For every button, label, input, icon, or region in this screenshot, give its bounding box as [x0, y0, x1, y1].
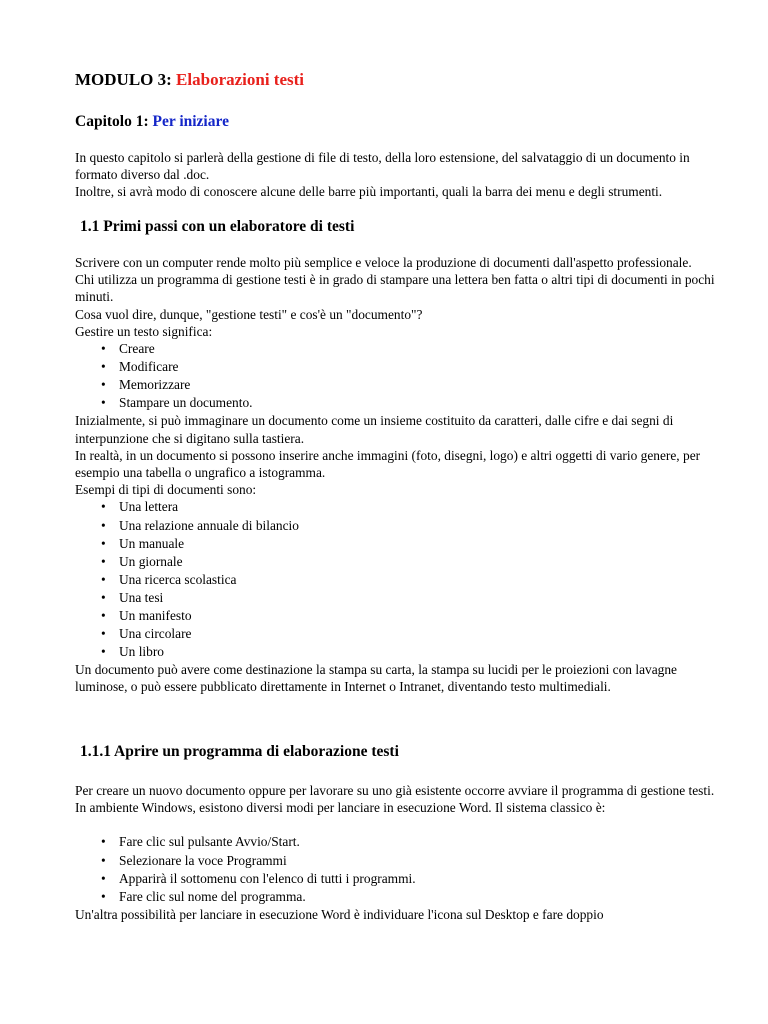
s11-paragraph-8: Un documento può avere come destinazione la stampa su carta, la stampa su lucidi per le proiezioni con lavagne luminose, o può essere pubblicato direttamente in Internet o Intranet, diventando testo multimediali.	[75, 662, 677, 695]
bullet-icon: •	[101, 341, 106, 357]
list-item: • Apparirà il sottomenu con l'elenco di tutti i programmi.	[119, 870, 715, 888]
list-item: • Un giornale	[119, 553, 715, 571]
section-1-1-1-heading: 1.1.1 Aprire un programma di elaborazione testi	[80, 743, 399, 760]
chapter-prefix: Capitolo 1:	[75, 113, 149, 130]
intro-block	[75, 149, 715, 201]
list-item: • Stampare un documento.	[119, 394, 715, 412]
bullet-icon: •	[101, 626, 106, 642]
s11-paragraph-4: Gestire un testo significa:	[75, 323, 213, 339]
s11-paragraph-2: Chi utilizza un programma di gestione testi è in grado di stampare una lettera ben fatta o altri tipi di documenti in pochi minuti.	[75, 272, 715, 305]
bullet-icon: •	[101, 607, 106, 623]
intro-paragraph-2: Inoltre, si avrà modo di conoscere alcune delle barre più importanti, quali la barra dei menu e degli strumenti.	[75, 184, 663, 200]
bullet-icon: •	[101, 834, 106, 850]
chapter-heading	[75, 113, 229, 131]
bullet-icon: •	[101, 499, 106, 515]
bullet-icon: •	[101, 517, 106, 533]
list-item: • Modificare	[119, 358, 715, 376]
s111-paragraph-2: Un'altra possibilità per lanciare in esecuzione Word è individuare l'icona sul Desktop e fare doppio	[75, 906, 604, 922]
bullet-icon: •	[101, 571, 106, 587]
s11-paragraph-6: In realtà, in un documento si possono inserire anche immagini (foto, disegni, logo) e altri oggetti di vario genere, per esempio una tabella o ungrafico a istogramma.	[75, 447, 701, 480]
list-item: • Fare clic sul nome del programma.	[119, 888, 715, 906]
list-item: • Un manuale	[119, 535, 715, 553]
s11-list-2	[75, 498, 715, 661]
s11-paragraph-7: Esempi di tipi di documenti sono:	[75, 482, 257, 498]
list-item: • Una ricerca scolastica	[119, 571, 715, 589]
s11-paragraph-1: Scrivere con un computer rende molto più semplice e veloce la produzione di documenti dall'aspetto professionale.	[75, 255, 692, 270]
paragraph-gap	[75, 816, 715, 833]
section-1-1-1-body	[75, 782, 715, 923]
bullet-icon: •	[101, 395, 106, 411]
module-title: Elaborazioni testi	[176, 70, 305, 89]
list-item: • Un libro	[119, 643, 715, 661]
s111-list	[75, 833, 715, 905]
bullet-icon: •	[101, 852, 106, 868]
list-item: • Memorizzare	[119, 376, 715, 394]
list-item: • Un manifesto	[119, 607, 715, 625]
list-item: • Una relazione annuale di bilancio	[119, 517, 715, 535]
section-1-1-heading: 1.1 Primi passi con un elaboratore di testi	[80, 218, 355, 235]
s11-paragraph-5: Inizialmente, si può immaginare un documento come un insieme costituito da caratteri, dalle cifre e dai segni di interpunzione che si digitano sulla tastiera.	[75, 413, 674, 446]
list-item: • Una tesi	[119, 589, 715, 607]
list-item: • Fare clic sul pulsante Avvio/Start.	[119, 833, 715, 851]
section-1-1-body	[75, 254, 715, 696]
module-prefix: MODULO 3:	[75, 70, 172, 89]
list-item: • Una circolare	[119, 625, 715, 643]
list-item: • Creare	[119, 340, 715, 358]
s11-list-1	[75, 340, 715, 412]
module-heading	[75, 70, 304, 90]
bullet-icon: •	[101, 535, 106, 551]
s111-paragraph-1: Per creare un nuovo documento oppure per lavorare su uno già esistente occorre avviare il programma di gestione testi. In ambiente Windows, esistono diversi modi per lanciare in esecuzione Word. Il sistema classico è:	[75, 783, 715, 816]
bullet-icon: •	[101, 870, 106, 886]
list-item: • Selezionare la voce Programmi	[119, 852, 715, 870]
bullet-icon: •	[101, 553, 106, 569]
bullet-icon: •	[101, 359, 106, 375]
bullet-icon: •	[101, 589, 106, 605]
intro-paragraph-1: In questo capitolo si parlerà della gestione di file di testo, della loro estensione, del salvataggio di un documento in formato diverso dal .doc.	[75, 150, 690, 183]
bullet-icon: •	[101, 377, 106, 393]
s11-paragraph-3: Cosa vuol dire, dunque, "gestione testi" e cos'è un "documento"?	[75, 306, 423, 322]
bullet-icon: •	[101, 888, 106, 904]
list-item: • Una lettera	[119, 498, 715, 516]
chapter-title: Per iniziare	[152, 113, 229, 130]
bullet-icon: •	[101, 644, 106, 660]
